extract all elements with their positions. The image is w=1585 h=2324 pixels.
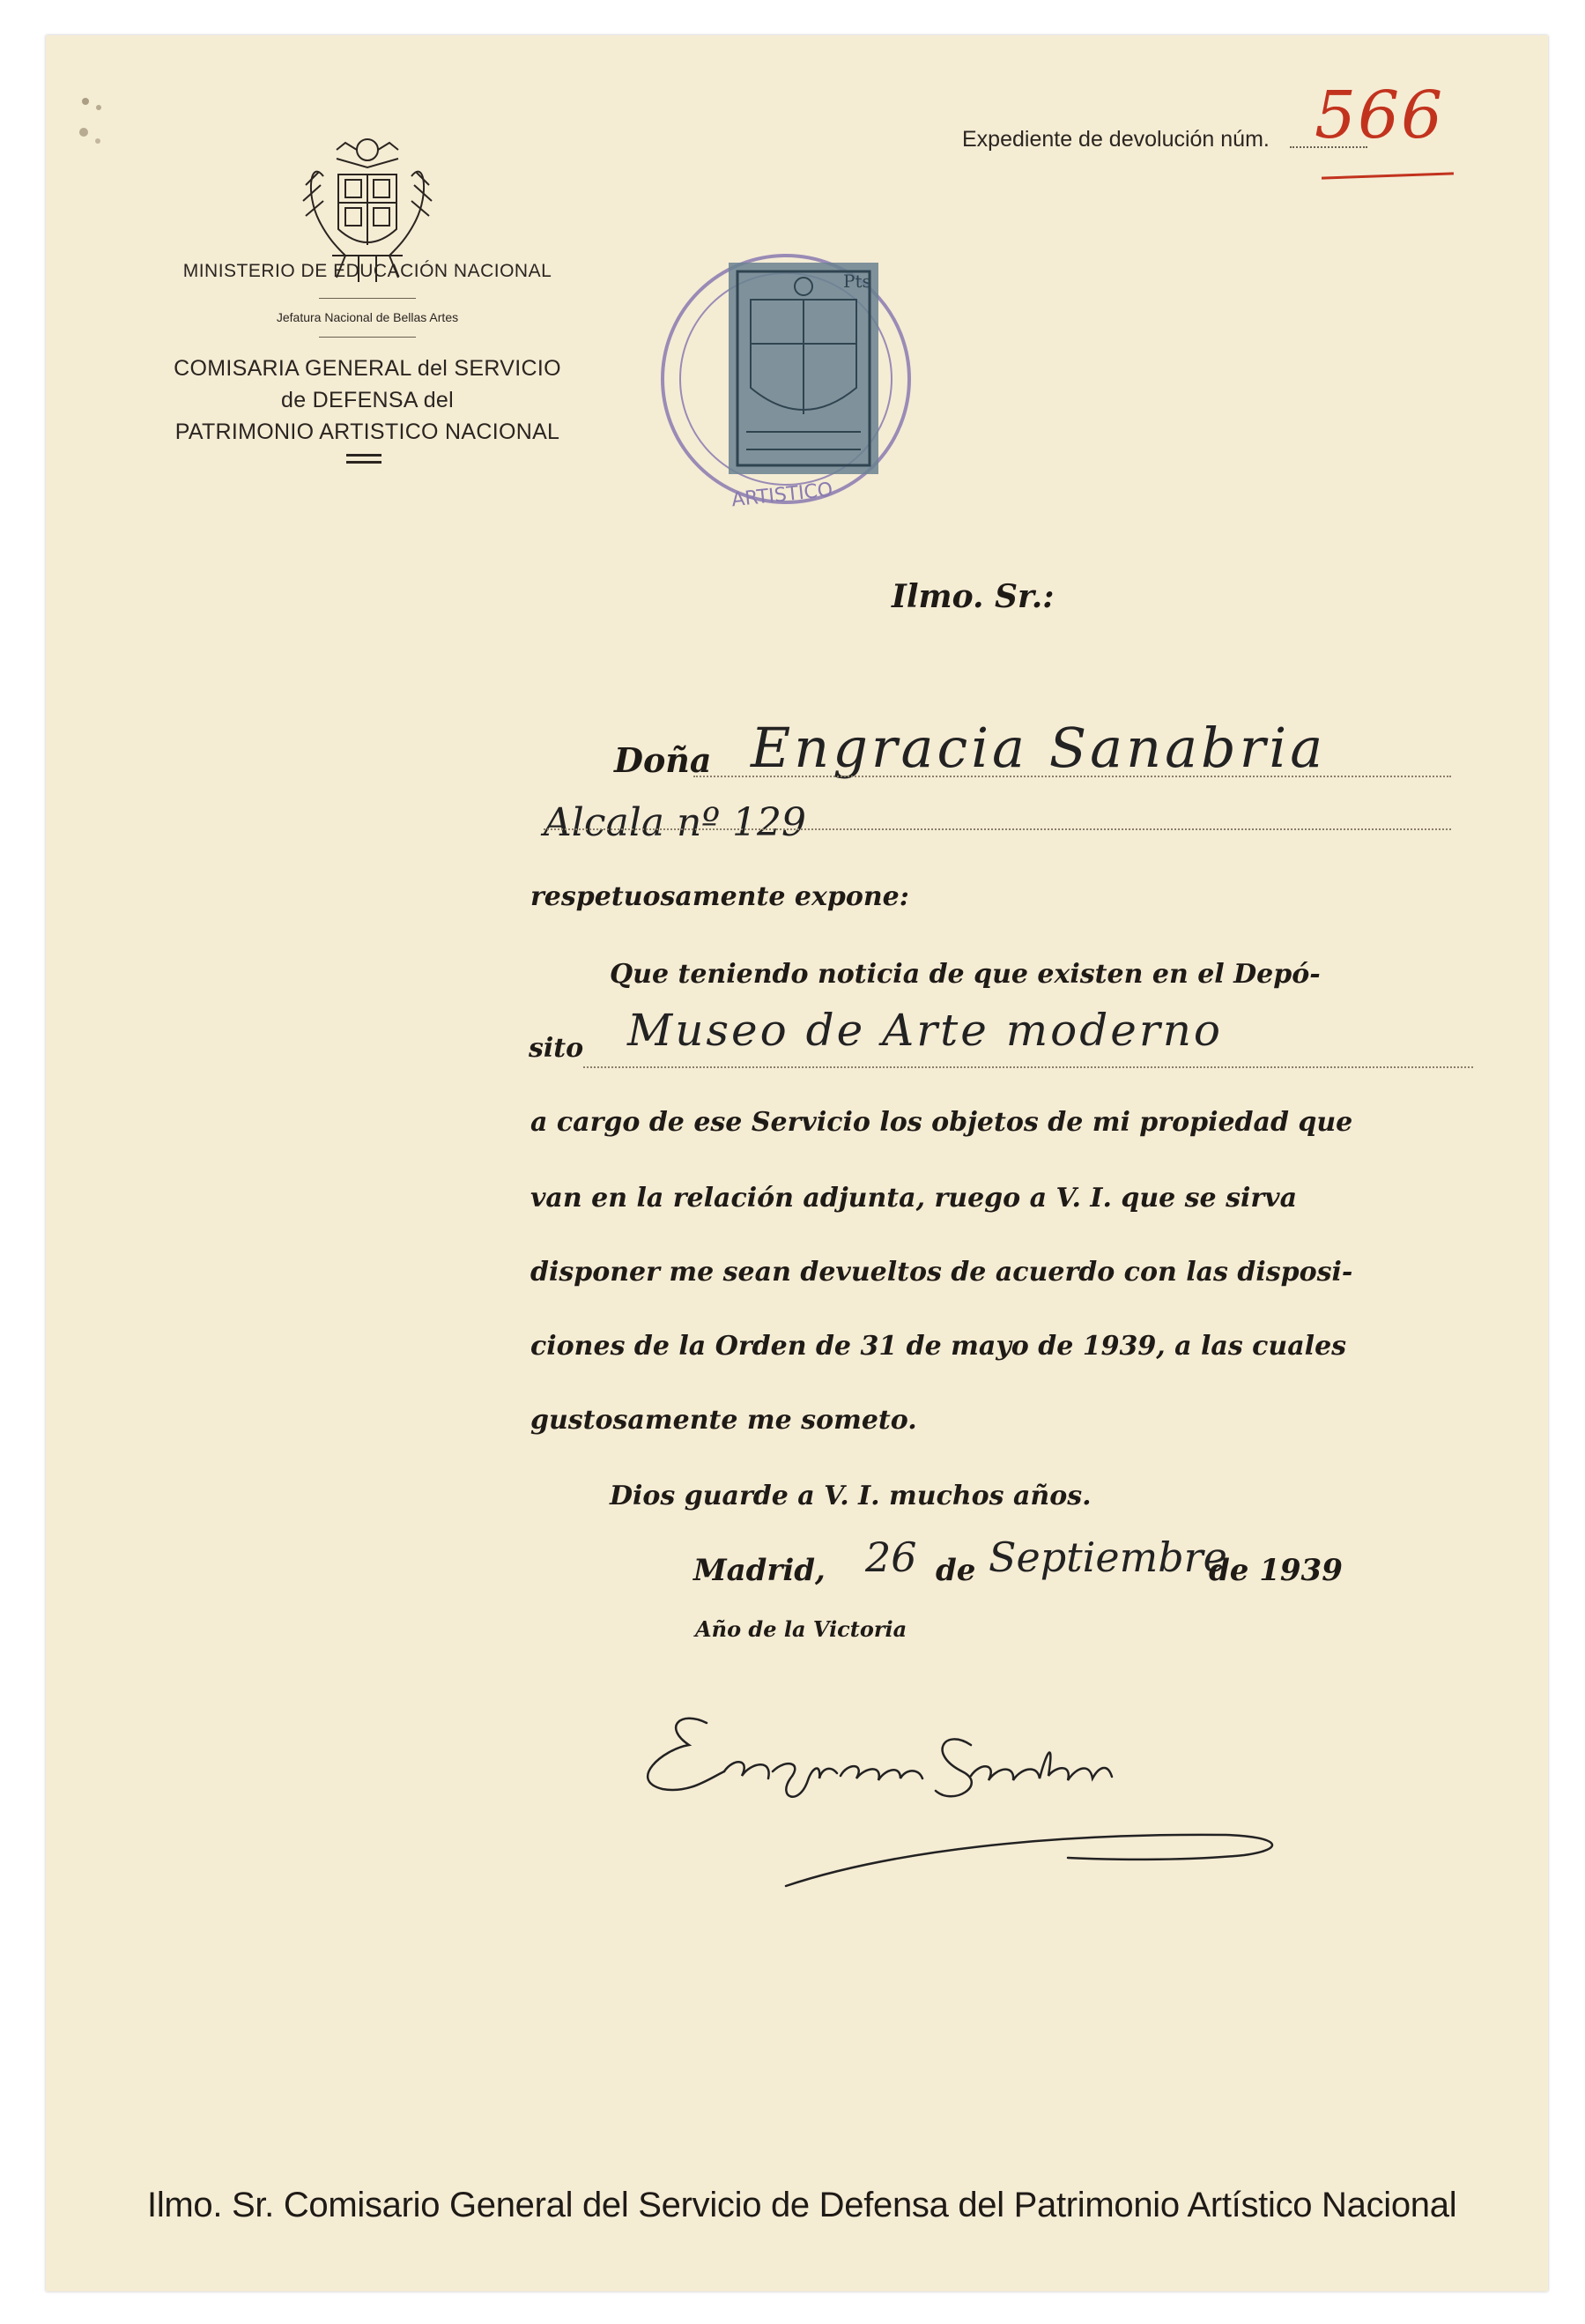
respetuosamente-line: respetuosamente expone:	[530, 881, 909, 912]
letterhead-rule	[319, 298, 416, 299]
ano-de-la-victoria: Año de la Victoria	[695, 1616, 907, 1642]
official-seal-stamp	[618, 212, 962, 564]
handwritten-day: 26	[865, 1533, 917, 1581]
letterhead-comisaria-line: PATRIMONIO ARTISTICO NACIONAL	[174, 420, 560, 444]
footer-addressee: Ilmo. Sr. Comisario General del Servicio de Defensa del Patrimonio Artístico Nacional	[147, 2186, 1457, 2224]
handwritten-signature	[610, 1674, 1403, 1895]
body-line-van: van en la relación adjunta, ruego a V. I. que se sirva	[530, 1183, 1298, 1214]
handwritten-name: Engracia Sanabria	[751, 716, 1327, 780]
body-line-disp: disponer me sean devueltos de acuerdo con las disposi-	[530, 1257, 1353, 1288]
body-line-dios: Dios guarde a V. I. muchos años.	[610, 1481, 1092, 1511]
body-line-a: a cargo de ese Servicio los objetos de mi propiedad que	[530, 1107, 1353, 1138]
letterhead-comisaria	[116, 353, 618, 448]
handwritten-month: Septiembre	[989, 1533, 1227, 1581]
revenue-stamp	[729, 263, 878, 474]
document-sheet	[46, 35, 1548, 2291]
letterhead-rule	[319, 337, 416, 338]
letterhead-comisaria-line: de DEFENSA del	[281, 388, 454, 412]
madrid-label: Madrid,	[693, 1553, 826, 1588]
body-line-cion: ciones de la Orden de 31 de mayo de 1939, a las cuales	[530, 1331, 1347, 1362]
letterhead-double-rule	[346, 454, 381, 464]
handwritten-deposit: Museo de Arte moderno	[627, 1005, 1224, 1056]
address-dotted-line	[544, 828, 1451, 830]
revenue-stamp-text: Pts	[843, 271, 871, 292]
handwritten-address: Alcala nº 129	[544, 800, 807, 845]
body-line-que: Que teniendo noticia de que existen en el Depó-	[610, 959, 1321, 990]
ink-smudge	[68, 88, 112, 167]
year-label: de 1939	[1209, 1553, 1343, 1588]
letterhead-comisaria-line: COMISARIA GENERAL del SERVICIO	[174, 356, 561, 381]
dona-label: Doña	[614, 740, 712, 780]
letterhead-jefatura: Jefatura Nacional de Bellas Artes	[276, 310, 459, 324]
de-label: de	[936, 1553, 976, 1588]
expediente-underline	[1322, 172, 1454, 179]
sito-label: sito	[529, 1033, 584, 1064]
name-dotted-line	[693, 776, 1451, 777]
salutation: Ilmo. Sr.:	[892, 578, 1055, 615]
seal-text: ARTISTICO	[730, 479, 834, 512]
expediente-number: 566	[1315, 78, 1445, 153]
expediente-label: Expediente de devolución núm.	[962, 127, 1270, 152]
deposit-dotted-line	[583, 1066, 1473, 1068]
body-line-gust: gustosamente me someto.	[530, 1405, 917, 1436]
letterhead-ministry: MINISTERIO DE EDUCACIÓN NACIONAL	[182, 261, 552, 281]
